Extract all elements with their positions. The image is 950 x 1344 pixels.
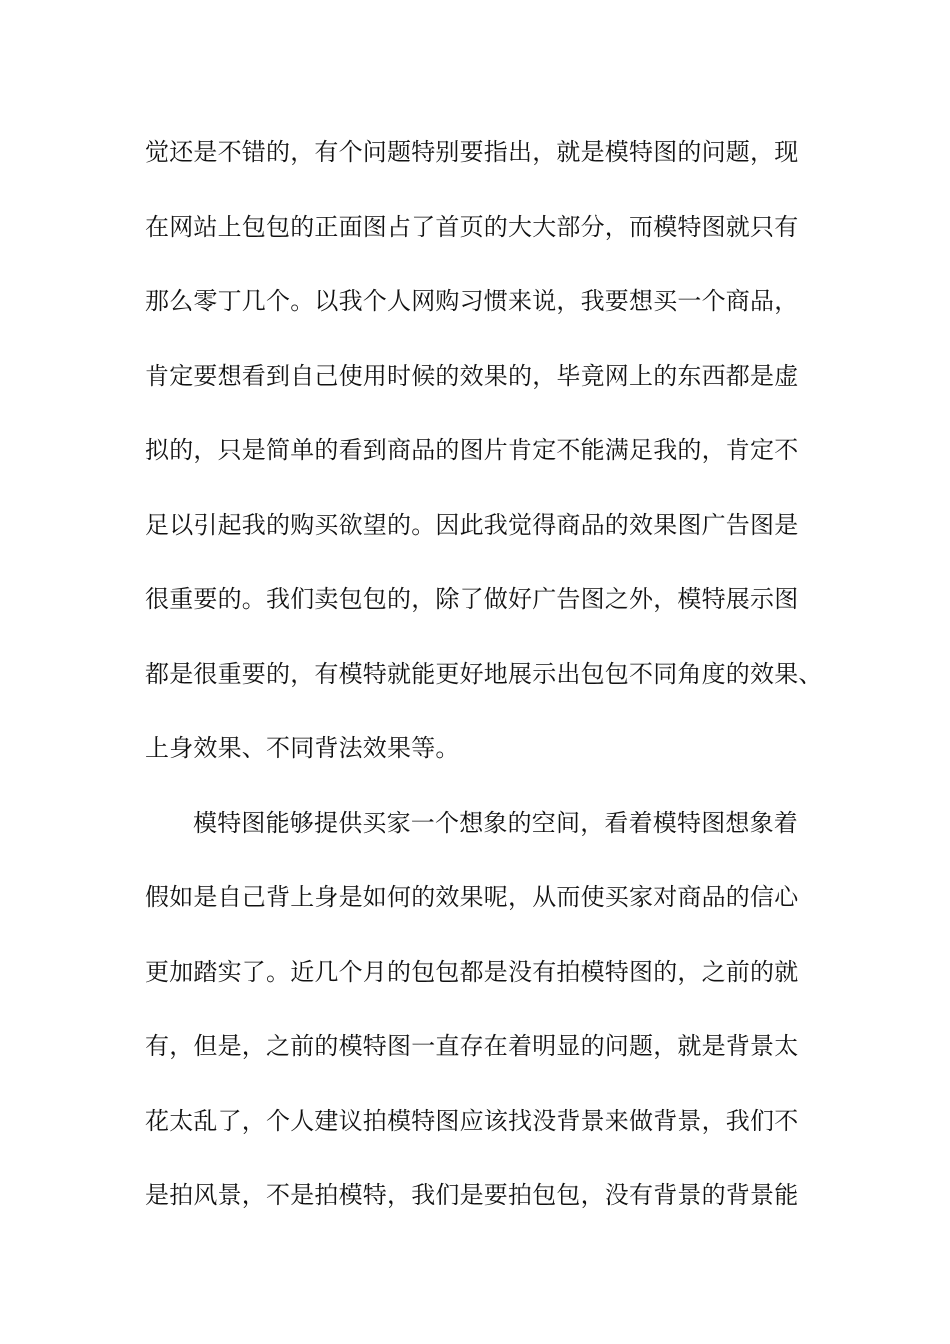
text-line: 上身效果、不同背法效果等。 (145, 734, 460, 762)
text-line: 模特图能够提供买家一个想象的空间，看着模特图想象着 (193, 808, 798, 837)
text-line: 有，但是，之前的模特图一直存在着明显的问题，就是背景太 (145, 1032, 799, 1060)
text-line: 足以引起我的购买欲望的。因此我觉得商品的效果图广告图是 (145, 510, 799, 539)
text-line: 很重要的。我们卖包包的，除了做好广告图之外，模特展示图 (145, 585, 799, 613)
text-line: 那么零丁几个。以我个人网购习惯来说，我要想买一个商品， (145, 287, 799, 315)
body-text (145, 132, 825, 1250)
text-line: 是拍风景，不是拍模特，我们是要拍包包，没有背景的背景能 (145, 1181, 799, 1209)
text-line: 觉还是不错的，有个问题特别要指出，就是模特图的问题，现 (145, 138, 799, 166)
text-line: 在网站上包包的正面图占了首页的大大部分，而模特图就只有 (145, 212, 799, 241)
text-line: 拟的，只是简单的看到商品的图片肯定不能满足我的，肯定不 (145, 436, 799, 464)
text-line: 更加踏实了。近几个月的包包都是没有拍模特图的，之前的就 (145, 957, 799, 986)
text-line: 假如是自己背上身是如何的效果呢，从而使买家对商品的信心 (145, 883, 799, 911)
text-line: 花太乱了，个人建议拍模特图应该找没背景来做背景，我们不 (145, 1106, 799, 1135)
text-line: 都是很重要的，有模特就能更好地展示出包包不同角度的效果、 (145, 659, 823, 688)
text-line: 肯定要想看到自己使用时候的效果的，毕竟网上的东西都是虚 (145, 361, 799, 390)
